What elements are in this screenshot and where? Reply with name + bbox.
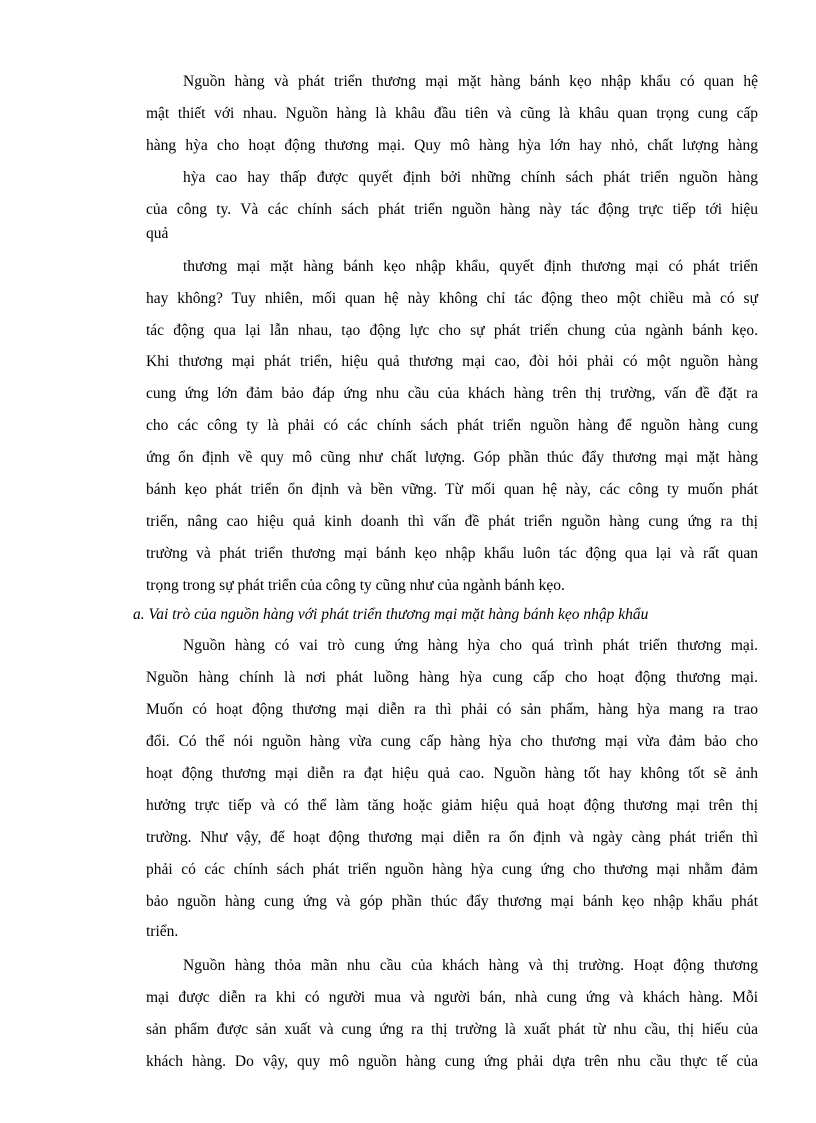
text-line: Nguồn hàng và phát triển thương mại mặt hàng bánh kẹo nhập khẩu có quan hệ [183,73,758,90]
text-line: phải có các chính sách phát triển nguồn hàng hỳa cung ứng cho thương mại nhằm đảm [146,861,758,878]
text-line: sản phẩm được sản xuất và cung ứng ra thị trường là xuất phát từ nhu cầu, thị hiếu của [146,1021,758,1038]
text-line: thương mại mặt hàng bánh kẹo nhập khẩu, quyết định thương mại có phát triển [183,258,758,275]
text-line: triển, nâng cao hiệu quả kinh doanh thì vấn đề phát triển nguồn hàng cung ứng ra thị [146,513,758,530]
text-line: Muốn có hoạt động thương mại diễn ra thì phải có sản phẩm, hàng hỳa mang ra trao [146,701,758,718]
text-line: cho các công ty là phải có các chính sách phát triển nguồn hàng để nguồn hàng cung [146,417,758,434]
text-line: hay không? Tuy nhiên, mối quan hệ này không chỉ tác động theo một chiều mà có sự [146,290,758,307]
text-line: trường. Như vậy, để hoạt động thương mại diễn ra ổn định và ngày càng phát triển thì [146,829,758,846]
text-line: khách hàng. Do vậy, quy mô nguồn hàng cung ứng phải dựa trên nhu cầu thực tế của [146,1053,758,1070]
text-line: tác động qua lại lẫn nhau, tạo động lực cho sự phát triển chung của ngành bánh kẹo. [146,322,758,339]
text-line: đổi. Có thể nói nguồn hàng vừa cung cấp hàng hỳa cho thương mại vừa đảm bảo cho [146,733,758,750]
text-line: của công ty. Và các chính sách phát triển nguồn hàng này tác động trực tiếp tới hiệu [146,201,758,218]
text-line: quả [146,225,169,242]
text-line: cung ứng lớn đảm bảo đáp ứng nhu cầu của khách hàng trên thị trường, vấn đề đặt ra [146,385,758,402]
text-line: triển. [146,923,179,940]
text-line: Nguồn hàng có vai trò cung ứng hàng hỳa cho quá trình phát triển thương mại. [183,637,758,654]
text-line: Nguồn hàng thỏa mãn nhu cầu của khách hàng và thị trường. Hoạt động thương [183,957,758,974]
text-line: hàng hỳa cho hoạt động thương mại. Quy mô hàng hỳa lớn hay nhỏ, chất lượng hàng [146,137,758,154]
text-line: trường và phát triển thương mại bánh kẹo nhập khẩu luôn tác động qua lại và rất quan [146,545,758,562]
text-line: bánh kẹo phát triển ổn định và bền vững. Từ mối quan hệ này, các công ty muốn phát [146,481,758,498]
text-line: Khi thương mại phát triển, hiệu quả thương mại cao, đòi hỏi phải có một nguồn hàng [146,353,758,370]
section-heading: a. Vai trò của nguồn hàng với phát triển thương mại mặt hàng bánh kẹo nhập khẩu [133,606,649,623]
text-line: ứng ổn định về quy mô cũng như chất lượng. Góp phần thúc đẩy thương mại mặt hàng [146,449,758,466]
text-line: mại được diễn ra khi có người mua và người bán, nhà cung ứng và khách hàng. Mỗi [146,989,758,1006]
text-line: hưởng trực tiếp và có thể làm tăng hoặc giảm hiệu quả hoạt động thương mại trên thị [146,797,758,814]
text-line: bảo nguồn hàng cung ứng và góp phần thúc đẩy thương mại bánh kẹo nhập khẩu phát [146,893,758,910]
text-line: mật thiết với nhau. Nguồn hàng là khâu đầu tiên và cũng là khâu quan trọng cung cấp [146,105,758,122]
text-line: hoạt động thương mại diễn ra đạt hiệu quả cao. Nguồn hàng tốt hay không tốt sẽ ảnh [146,765,758,782]
text-line: trọng trong sự phát triển của công ty cũng như của ngành bánh kẹo. [146,577,565,594]
text-line: Nguồn hàng chính là nơi phát luồng hàng hỳa cung cấp cho hoạt động thương mại. [146,669,758,686]
text-line: hỳa cao hay thấp được quyết định bởi những chính sách phát triển nguồn hàng [183,169,758,186]
